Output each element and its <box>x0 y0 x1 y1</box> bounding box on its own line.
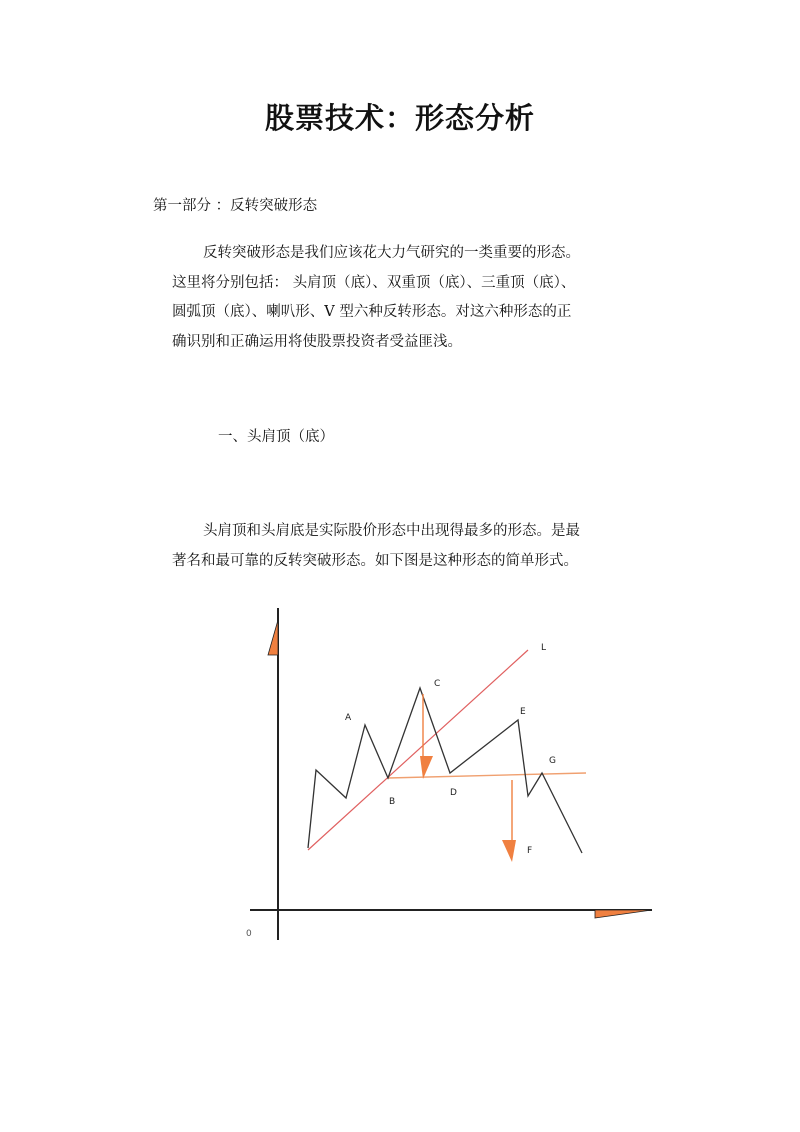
label-g: G <box>549 756 556 766</box>
intro-line-1: 反转突破形态是我们应该花大力气研究的一类重要的形态。 <box>203 245 580 261</box>
section-heading: 第一部分 ：反转突破形态 <box>153 198 318 214</box>
label-b: B <box>389 797 396 807</box>
label-e: E <box>520 707 526 717</box>
y-axis-arrow <box>268 620 278 655</box>
intro-line-2: 这里将分别包括： 头肩顶（底）、双重顶（底）、三重顶（底）、 <box>172 275 576 291</box>
neckline <box>388 773 586 778</box>
body-line-1: 头肩顶和头肩底是实际股价形态中出现得最多的形态。是最 <box>203 523 580 539</box>
body-line-2: 著名和最可靠的反转突破形态。如下图是这种形态的简单形式。 <box>172 553 578 569</box>
x-axis-arrow <box>595 910 652 918</box>
document-title: 股票技术：形态分析 <box>264 101 535 135</box>
label-origin: 0 <box>246 929 252 939</box>
label-l: L <box>541 643 547 653</box>
head-and-shoulders-figure <box>240 600 660 945</box>
label-c: C <box>434 679 441 689</box>
label-a: A <box>345 713 352 723</box>
intro-line-3: 圆弧顶（底）、喇叭形、V 型六种反转形态。对这六种形态的正 <box>172 304 572 320</box>
subsection-heading: 一、头肩顶（底） <box>218 429 334 445</box>
target-arrow-f-head <box>502 840 516 862</box>
label-f: F <box>527 846 533 856</box>
trend-line-l <box>308 650 528 850</box>
intro-line-4: 确识别和正确运用将使股票投资者受益匪浅。 <box>172 334 462 350</box>
label-d: D <box>450 788 457 798</box>
target-arrow-c-head <box>420 756 433 779</box>
